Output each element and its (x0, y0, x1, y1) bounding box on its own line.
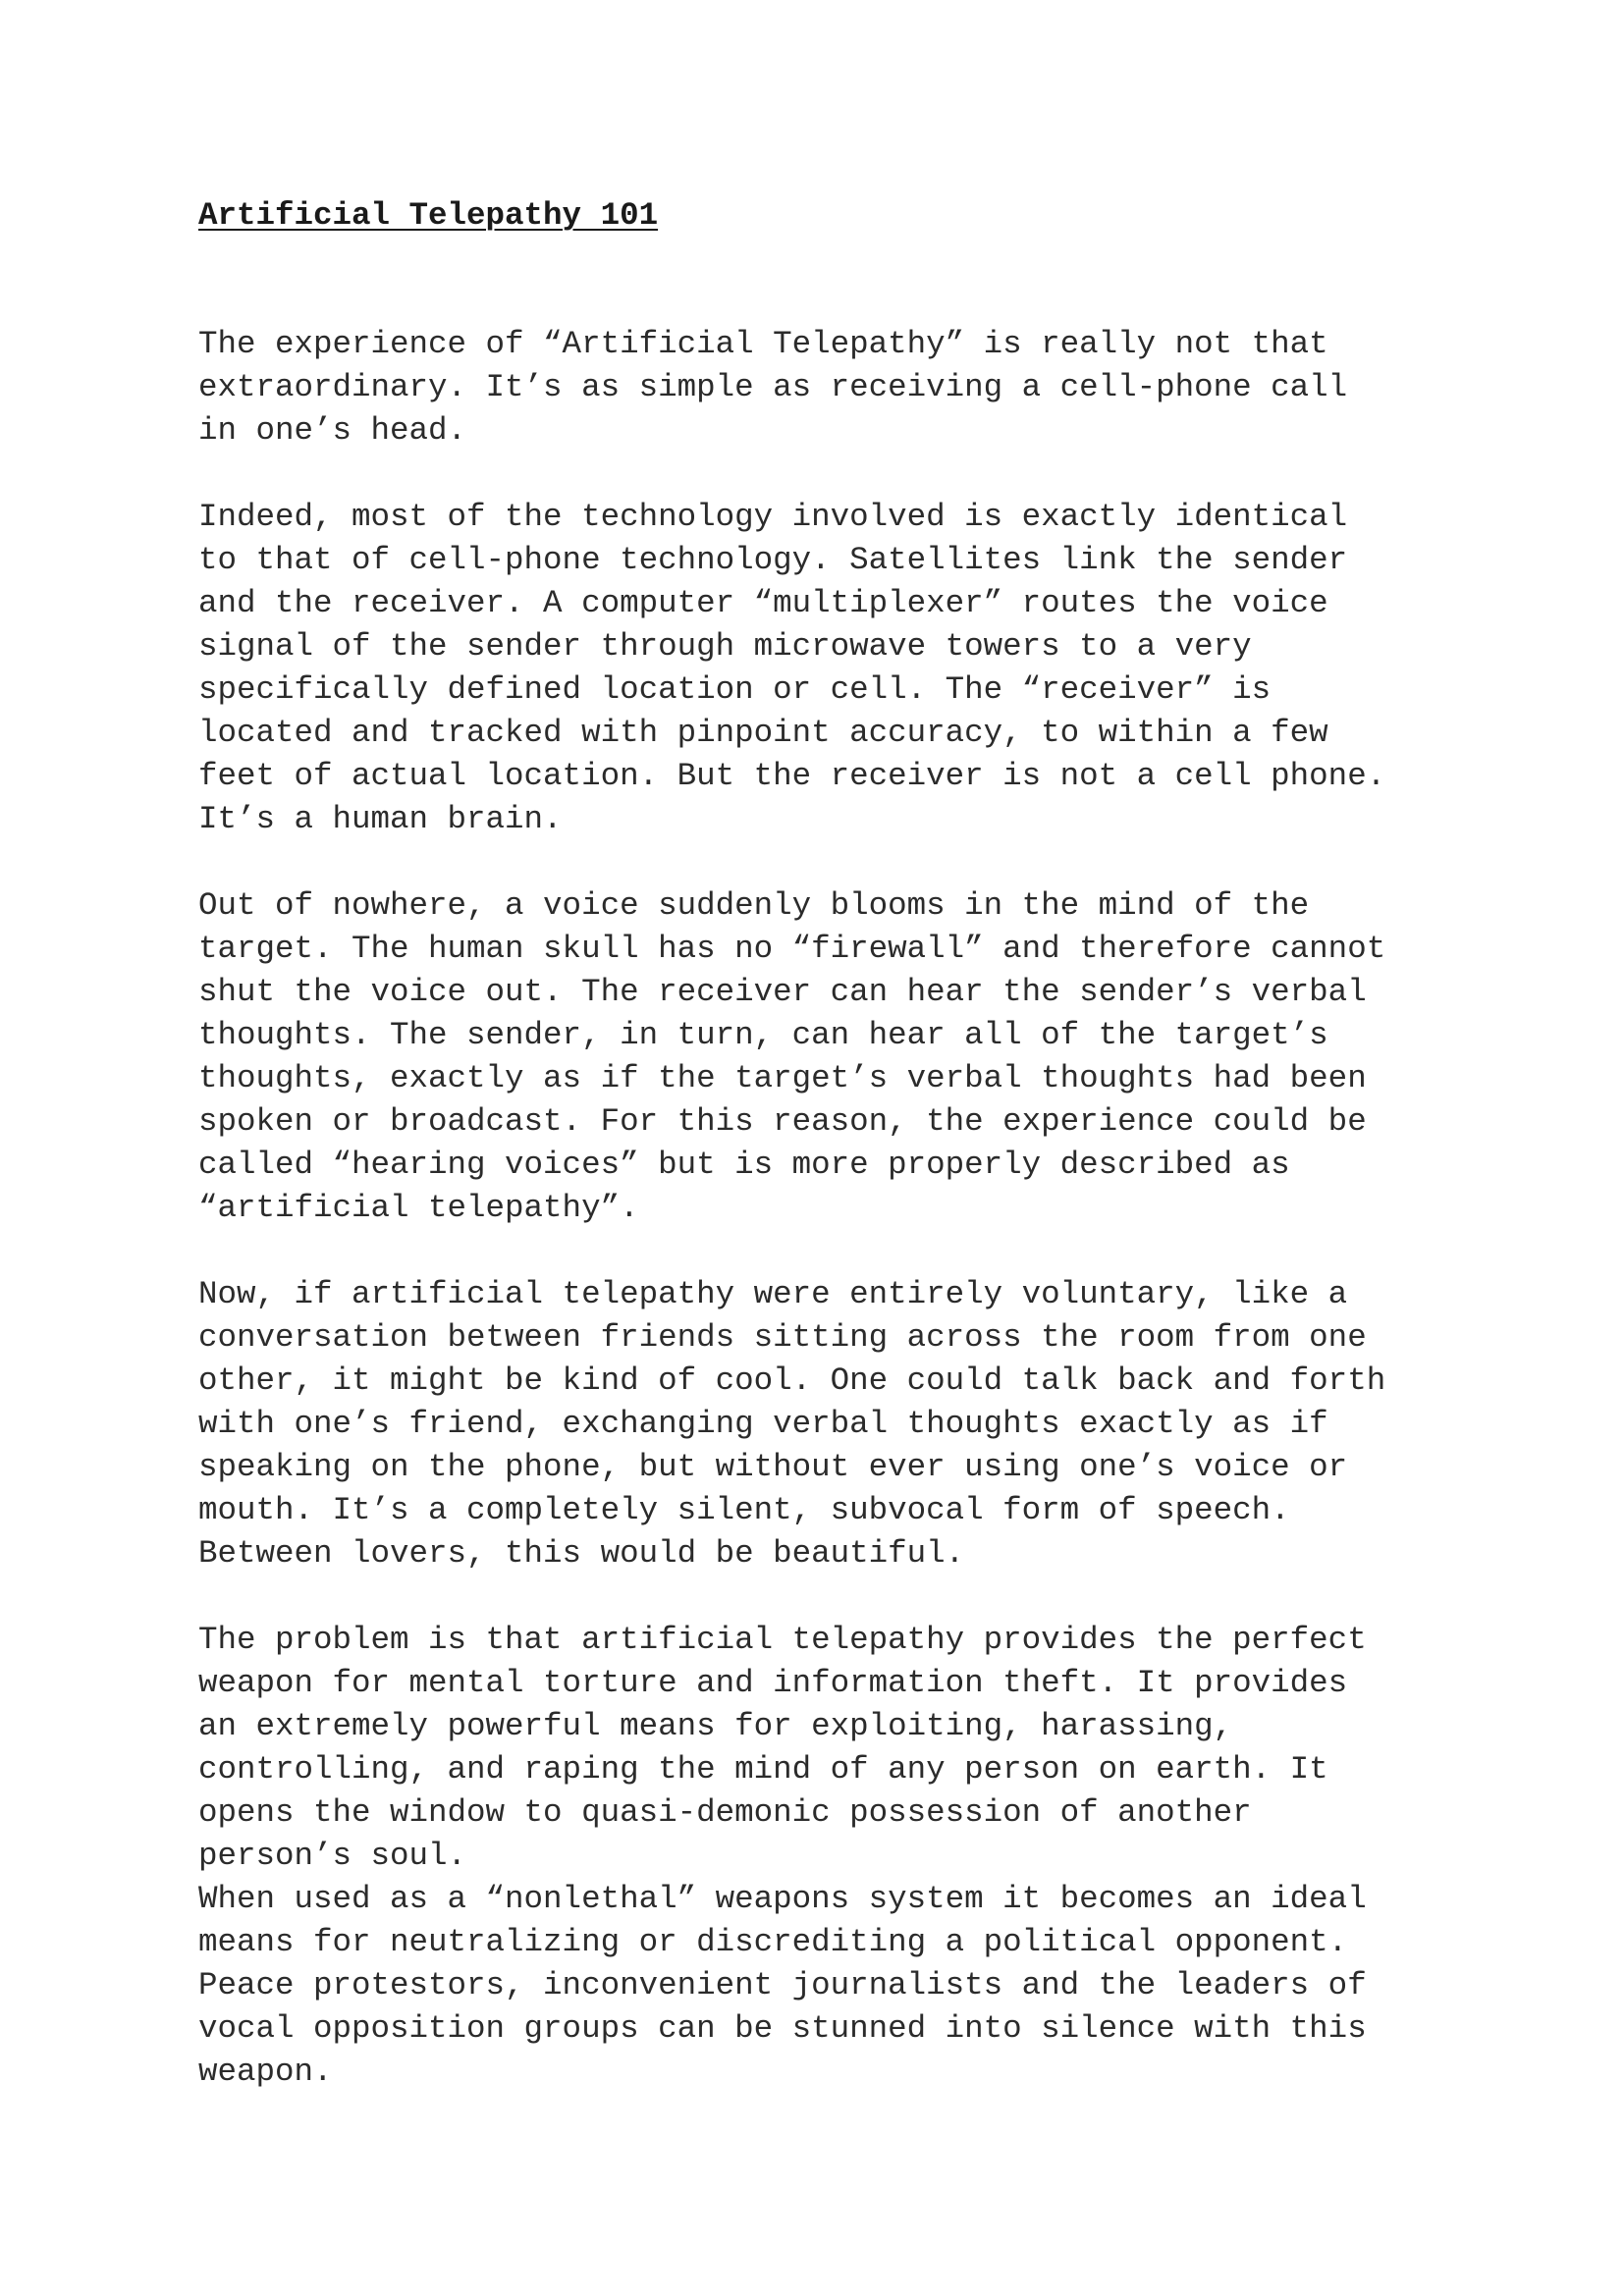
paragraph-2: Indeed, most of the technology involved is exactly identical to that of cell-phone technology. Satellites link the sender and the receiver. A computer “multiplexer” routes the voice signal of the sender through microwave towers to a very specifically defined location or cell. The “receiver” is located and tracked with pinpoint accuracy, to within a few feet of actual location. But the receiver is not a cell phone. It’s a human brain. (198, 499, 1386, 837)
paragraph-gap (198, 1575, 1475, 1619)
paragraph-6: When used as a “nonlethal” weapons system it becomes an ideal means for neutralizing or discrediting a political opponent. Peace protestors, inconvenient journalists and the leaders of vocal opposition groups can be stunned into silence with this weapon. (198, 1881, 1367, 2090)
document-body (198, 194, 1475, 2094)
document-title: Artificial Telepathy 101 (198, 197, 659, 234)
paragraph-5: The problem is that artificial telepathy provides the perfect weapon for mental torture and information theft. It provides an extremely powerful means for exploiting, harassing, controlling, and raping the mind of any person on earth. It opens the window to quasi-demonic possession of another person’s soul. (198, 1622, 1367, 1874)
paragraph-4: Now, if artificial telepathy were entirely voluntary, like a conversation between friends sitting across the room from one other, it might be kind of cool. One could talk back and forth with one’s friend, exchanging verbal thoughts exactly as if speaking on the phone, but without ever using one’s voice or mouth. It’s a completely silent, subvocal form of speech. Between lovers, this would be beautiful. (198, 1276, 1386, 1572)
paragraph-gap (198, 1230, 1475, 1273)
paragraph-3: Out of nowhere, a voice suddenly blooms in the mind of the target. The human skull has no “firewall” and therefore cannot shut the voice out. The receiver can hear the sender’s verbal thoughts. The sender, in turn, can hear all of the target’s thoughts, exactly as if the target’s verbal thoughts had been spoken or broadcast. For this reason, the experience could be called “hearing voices” but is more properly described as “artificial telepathy”. (198, 887, 1386, 1226)
paragraph-gap (198, 453, 1475, 496)
paragraph-gap (198, 841, 1475, 884)
paragraph-1: The experience of “Artificial Telepathy” is really not that extraordinary. It’s as simple as receiving a cell-phone call in one’s head. (198, 326, 1348, 449)
